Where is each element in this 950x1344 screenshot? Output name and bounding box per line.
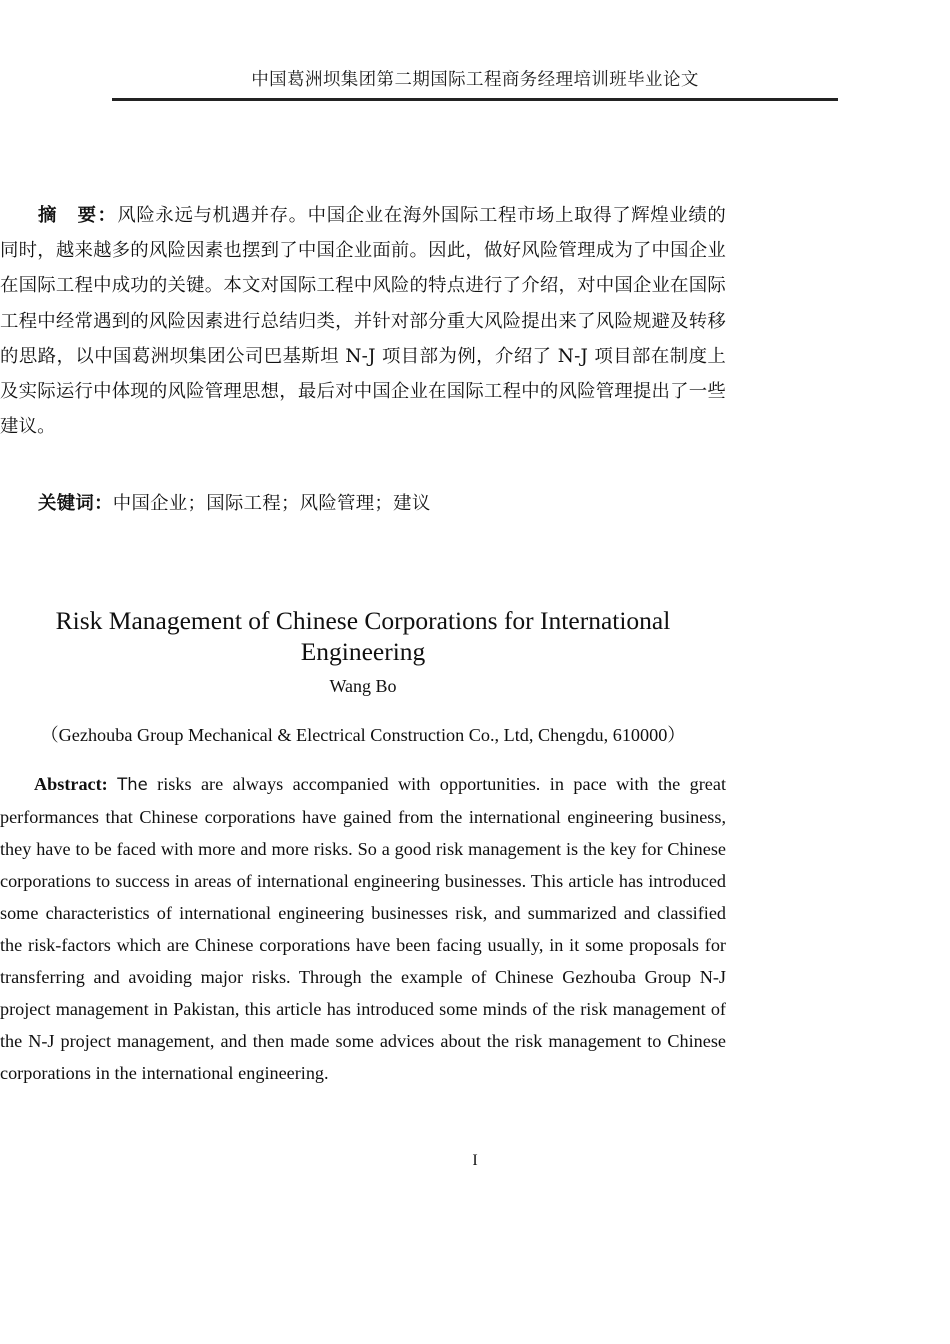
english-affiliation: （Gezhouba Group Mechanical & Electrical Construction Co., Ltd, Chengdu, 610000） [40, 725, 686, 745]
page-header [112, 66, 838, 101]
english-title: Risk Management of Chinese Corporations for International Engineering [55, 606, 671, 667]
running-title: 中国葛洲坝集团第二期国际工程商务经理培训班毕业论文 [251, 69, 699, 89]
chinese-keywords-label: 关键词： [38, 493, 113, 514]
english-author: Wang Bo [329, 676, 397, 696]
english-abstract-body: risks are always accompanied with opportunities. in pace with the great performances that Chinese corporations have gained from the international engineering business, they have to be faced with more and more risks. So a good risk management is the key for Chinese corporations to success in areas of international engineering businesses. This article has introduced some characteristics of international engineering businesses risk, and summarized and classified the risk-factors which are Chinese corporations have been facing usually, in it some proposals for transferring and avoiding major risks. Through the example of Chinese Gezhouba Group N-J project management in Pakistan, this article has introduced some minds of the risk management of the N-J project management, and then made some advices about the risk management to Chinese corporations in the international engineering. [0, 774, 726, 1083]
chinese-abstract-label: 摘 要： [38, 205, 118, 226]
chinese-keywords-line [0, 488, 726, 520]
chinese-abstract-paragraph [0, 198, 726, 444]
english-abstract-label: Abstract: [34, 774, 108, 794]
chinese-keywords-value: 中国企业；国际工程；风险管理；建议 [112, 493, 431, 514]
english-abstract-lead-word: The [117, 775, 148, 794]
header-rule-divider [112, 98, 838, 101]
chinese-abstract-body: 风险永远与机遇并存。中国企业在海外国际工程市场上取得了辉煌业绩的同时，越来越多的风险因素也摆到了中国企业面前。因此，做好风险管理成为了中国企业在国际工程中成功的关键。本文对国际工程中风险的特点进行了介绍，对中国企业在国际工程中经常遇到的风险因素进行总结归类，并针对部分重大风险提出来了风险规避及转移的思路，以中国葛洲坝集团公司巴基斯坦 N-J 项目部为例，介绍了 N-J 项目部在制度上及实际运行中体现的风险管理思想，最后对中国企业在国际工程中的风险管理提出了一些建议。 [0, 205, 726, 438]
page-number: I [472, 1152, 478, 1169]
english-abstract-paragraph [0, 768, 726, 1089]
